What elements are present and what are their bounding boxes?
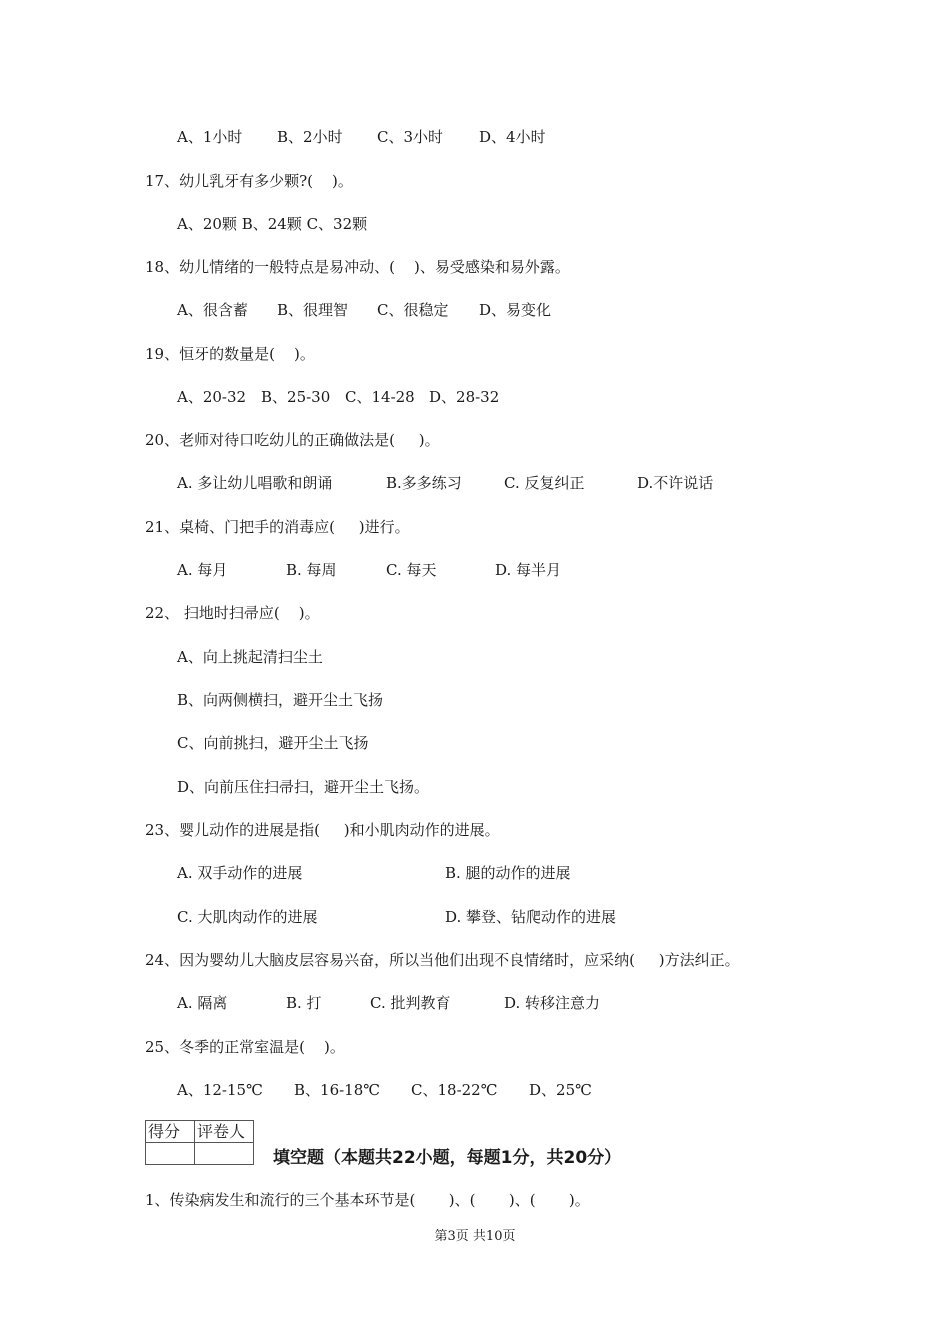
q22-option-b: B、向两侧横扫，避开尘土飞扬: [177, 691, 384, 709]
q18-option-b: B、很理智: [277, 301, 349, 319]
q20-option-c: C. 反复纠正: [504, 474, 585, 492]
q24-option-a: A. 隔离: [177, 994, 228, 1012]
q16-option-a: A、1小时: [177, 128, 243, 146]
q19-option-c: C、14-28: [345, 388, 415, 406]
q16-option-b: B、2小时: [277, 128, 343, 146]
q18-option-a: A、很含蓄: [177, 301, 248, 319]
page-footer: 第3页 共10页: [434, 1229, 516, 1244]
q22-option-d: D、向前压住扫帚扫，避开尘土飞扬。: [177, 778, 430, 796]
q18-option-d: D、易变化: [479, 301, 552, 319]
q17-stem: 17、幼儿乳牙有多少颗?( )。: [145, 172, 353, 190]
score-label: 得分: [146, 1121, 195, 1143]
q20-option-d: D.不许说话: [637, 474, 714, 492]
q21-option-c: C. 每天: [386, 561, 437, 579]
q18-stem: 18、幼儿情绪的一般特点是易冲动、( )、易受感染和易外露。: [145, 258, 570, 276]
fill-q1: 1、传染病发生和流行的三个基本环节是( )、( )、( )。: [145, 1191, 590, 1209]
q18-option-c: C、很稳定: [377, 301, 449, 319]
q19-option-d: D、28-32: [429, 388, 500, 406]
q25-stem: 25、冬季的正常室温是( )。: [145, 1038, 345, 1056]
q16-option-d: D、4小时: [479, 128, 546, 146]
grader-cell: [195, 1143, 254, 1165]
q24-option-b: B. 打: [286, 994, 322, 1012]
grader-label: 评卷人: [195, 1121, 254, 1143]
q19-stem: 19、恒牙的数量是( )。: [145, 345, 315, 363]
q25-option-d: D、25℃: [529, 1081, 592, 1099]
q20-stem: 20、老师对待口吃幼儿的正确做法是( )。: [145, 431, 440, 449]
q20-option-a: A. 多让幼儿唱歌和朗诵: [177, 474, 333, 492]
q20-option-b: B.多多练习: [386, 474, 462, 492]
q22-stem: 22、 扫地时扫帚应( )。: [145, 604, 320, 622]
q24-option-d: D. 转移注意力: [504, 994, 601, 1012]
q19-option-b: B、25-30: [261, 388, 331, 406]
q19-option-a: A、20-32: [177, 388, 247, 406]
score-cell: [146, 1143, 195, 1165]
q23-option-a: A. 双手动作的进展: [177, 864, 303, 882]
q21-option-d: D. 每半月: [495, 561, 562, 579]
q21-stem: 21、桌椅、门把手的消毒应( )进行。: [145, 518, 410, 536]
q24-stem: 24、因为婴幼儿大脑皮层容易兴奋，所以当他们出现不良情绪时，应采纳( )方法纠正。: [145, 951, 740, 969]
q22-option-c: C、向前挑扫，避开尘土飞扬: [177, 734, 369, 752]
q21-option-a: A. 每月: [177, 561, 228, 579]
q25-option-b: B、16-18℃: [294, 1081, 381, 1099]
q21-option-b: B. 每周: [286, 561, 337, 579]
q23-option-c: C. 大肌肉动作的进展: [177, 908, 318, 926]
q25-option-a: A、12-15℃: [177, 1081, 263, 1099]
q23-option-b: B. 腿的动作的进展: [445, 864, 571, 882]
q22-option-a: A、向上挑起清扫尘土: [177, 648, 323, 666]
q23-stem: 23、婴儿动作的进展是指( )和小肌肉动作的进展。: [145, 821, 500, 839]
score-table: [145, 1120, 254, 1165]
q16-option-c: C、3小时: [377, 128, 444, 146]
q17-options: A、20颗 B、24颗 C、32颗: [177, 215, 368, 233]
section-title: 填空题（本题共22小题，每题1分，共20分）: [273, 1148, 622, 1168]
q24-option-c: C. 批判教育: [370, 994, 451, 1012]
q25-option-c: C、18-22℃: [411, 1081, 498, 1099]
q23-option-d: D. 攀登、钻爬动作的进展: [445, 908, 617, 926]
